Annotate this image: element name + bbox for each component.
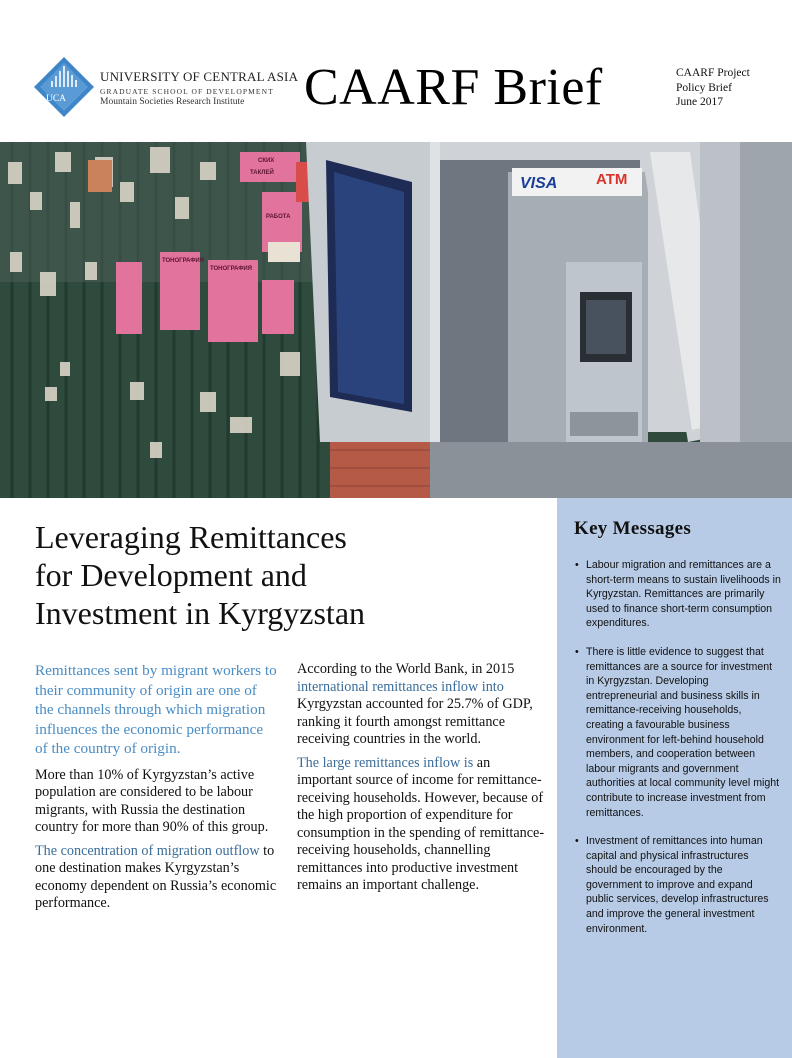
school-name: GRADUATE SCHOOL OF DEVELOPMENT (100, 87, 274, 96)
brief-meta (676, 66, 750, 110)
main-title-line-1: Leveraging Remittances (35, 519, 347, 555)
meta-project: CAARF Project (676, 67, 750, 79)
university-name: UNIVERSITY OF CENTRAL ASIA (100, 69, 299, 84)
col2-paragraph-2 (297, 755, 545, 895)
flyer-text-4: ТАКЛЕЙ (250, 170, 274, 176)
flyer-text-3: РАБОТА (266, 214, 291, 220)
key-message-item (575, 834, 781, 936)
body-column-2 (297, 661, 545, 901)
flyer-text-1: ТОНОГРАФИЯ (162, 258, 204, 264)
uca-logo-text: UCA (45, 94, 67, 104)
meta-date: June 2017 (676, 96, 723, 108)
brief-title: CAARF Brief (304, 59, 603, 116)
meta-type: Policy Brief (676, 81, 732, 94)
key-messages-sidebar (557, 498, 792, 1058)
institute-name: Mountain Societies Research Institute (100, 97, 245, 107)
col2-paragraph-2-highlight: The large remittances inflow is (297, 754, 474, 771)
col2-paragraph-2-rest: an important source of income for remittance-receiving households. However, because of the high proportion of expenditure for consumption in the spending of remittance-receiving households, channelling remittances into productive investment remains an important challenge. (297, 754, 545, 893)
atm-sign: ATM (596, 171, 628, 188)
bullet-icon: • (575, 559, 579, 571)
flyer-text-5: СКИХ (258, 158, 275, 164)
uca-logo-icon (34, 57, 94, 117)
page-header (0, 0, 792, 142)
visa-sign: VISA (520, 175, 558, 192)
key-message-text: Labour migration and remittances are a short-term means to sustain livelihoods in Kyrgyzstan. Remittances are primarily used to finance short-term consumption expenditures. (586, 559, 781, 630)
main-title-line-2: for Development and (35, 557, 307, 593)
key-messages-heading: Key Messages (574, 518, 692, 539)
col1-paragraph-1: More than 10% of Kyrgyzstan’s active population are considered to be labour migrants, with Russia the destination country for more than 90% of this group. (35, 766, 269, 835)
key-message-text: Investment of remittances into human capital and physical infrastructures should be encouraged by the government to improve and expand public services, develop infrastructures and improve the general investment environment. (586, 835, 769, 935)
key-messages-list (575, 558, 781, 950)
col2-paragraph-1-rest: Kyrgyzstan accounted for 25.7% of GDP, ranking it fourth amongst remittance receiving countries in the world. (297, 696, 533, 747)
col2-paragraph-1-highlight: international remittances inflow into (297, 678, 504, 695)
key-message-item (575, 645, 781, 820)
lead-paragraph: Remittances sent by migrant workers to their community of origin are one of the channels through which migration influences the economic performance of the country of origin. (35, 662, 277, 757)
university-block (100, 70, 298, 108)
bullet-icon: • (575, 835, 579, 848)
col1-paragraph-2-highlight: The concentration of migration outflow (35, 842, 260, 859)
main-title-line-3: Investment in Kyrgyzstan (35, 595, 366, 631)
key-message-item (575, 558, 781, 631)
col2-paragraph-1-start: According to the World Bank, in 2015 (297, 661, 515, 677)
col2-paragraph-1 (297, 661, 545, 749)
bullet-icon: • (575, 645, 579, 658)
cover-photo (0, 142, 792, 498)
col1-paragraph-2 (35, 843, 279, 913)
body-column-1 (35, 661, 279, 919)
atm-wall-illustration (0, 142, 792, 498)
main-title (35, 518, 535, 632)
key-message-text: There is little evidence to suggest that remittances are a source for investment in Kyrgyzstan. Developing entrepreneurial and business skills in remittance-receiving households, creating a favourable business environment for left-behind household members, and cooperation between labour migrants and government authorities at local community level might contribute to increase investment from remittances. (586, 645, 780, 819)
flyer-text-2: ТОНОГРАФИЯ (210, 266, 252, 272)
col1-paragraph-2-rest: to one destination makes Kyrgyzstan’s economy dependent on Russia’s economic performance. (35, 842, 277, 911)
